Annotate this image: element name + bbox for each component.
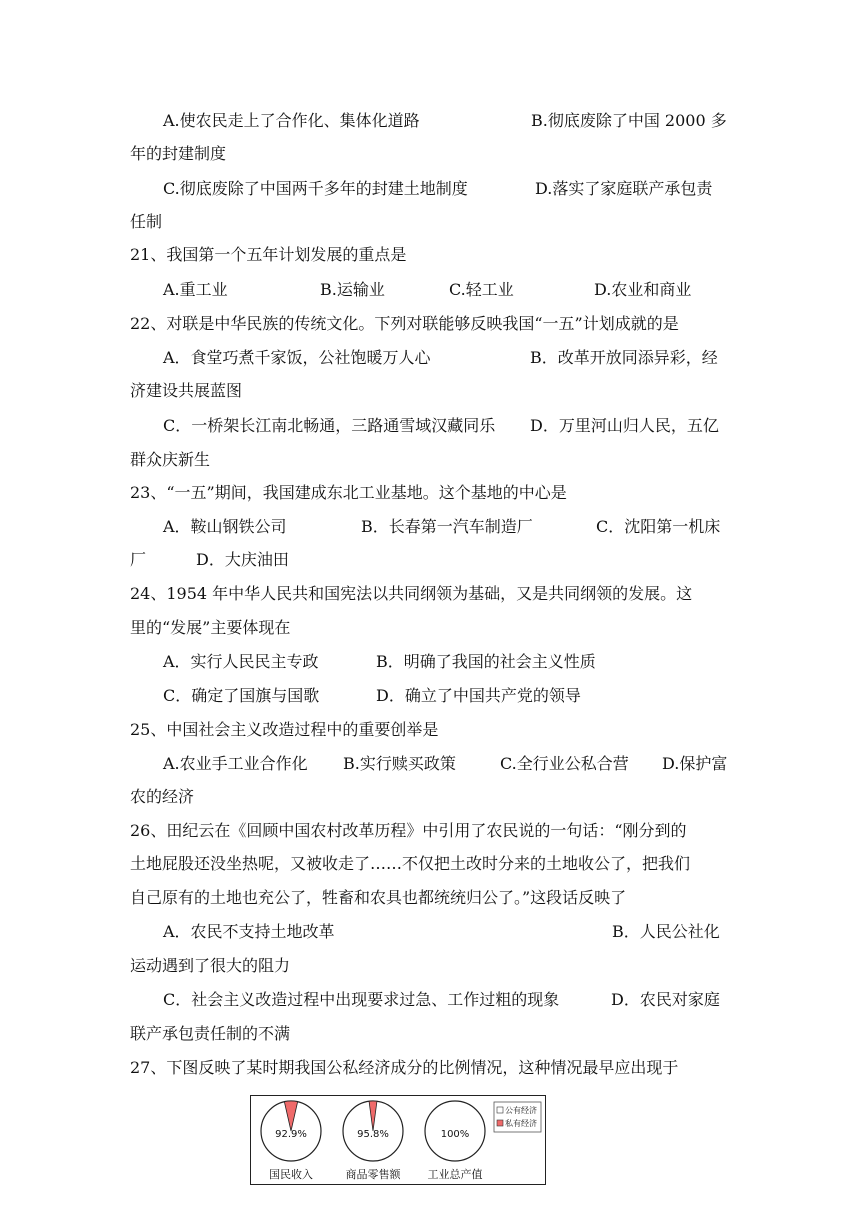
- pie-chart-svg: [251, 1096, 545, 1184]
- q23-option-d: D．大庆油田: [196, 550, 289, 569]
- chart-legend: [494, 1102, 541, 1132]
- pie-caption: 国民收入: [269, 1168, 313, 1181]
- pie-value-label: 95.8%: [357, 1129, 389, 1140]
- q21-option-c: C.轻工业: [449, 280, 514, 299]
- q24-option-a: A．实行人民民主专政: [163, 652, 319, 671]
- q24-option-c: C．确定了国旗与国歌: [163, 686, 320, 705]
- legend-swatch: [497, 1107, 503, 1113]
- pie-value-label: 92.9%: [275, 1129, 307, 1140]
- q20-option-a: A.使农民走上了合作化、集体化道路: [163, 111, 420, 130]
- q24-stem: 24、1954 年中华人民共和国宪法以共同纲领为基础，又是共同纲领的发展。这: [130, 584, 693, 603]
- q21-option-b: B.运输业: [320, 280, 385, 299]
- q23-stem: 23、“一五”期间，我国建成东北工业基地。这个基地的中心是: [130, 483, 567, 502]
- q23-option-a: A．鞍山钢铁公司: [163, 517, 287, 536]
- q22-option-c: C．一桥架长江南北畅通，三路通雪域汉藏同乐: [163, 416, 496, 435]
- q20-option-d: D.落实了家庭联产承包责: [535, 179, 713, 198]
- legend-label: 公有经济: [505, 1106, 537, 1115]
- q20-option-b: B.彻底废除了中国 2000 多: [531, 111, 727, 130]
- q26-option-d-cont: 联产承包责任制的不满: [130, 1024, 291, 1043]
- q24-stem-cont: 里的“发展”主要体现在: [130, 618, 291, 637]
- pie-3: [425, 1101, 485, 1181]
- q26-option-c: C．社会主义改造过程中出现要求过急、工作过粗的现象: [163, 990, 560, 1009]
- pie-caption: 商品零售额: [345, 1168, 401, 1181]
- q22-option-a: A．食堂巧煮千家饭，公社饱暖万人心: [163, 348, 431, 367]
- q25-option-c: C.全行业公私合营: [500, 754, 629, 773]
- q26-stem: 26、田纪云在《回顾中国农村改革历程》中引用了农民说的一句话：“刚分到的: [130, 821, 687, 840]
- q25-stem: 25、中国社会主义改造过程中的重要创举是: [130, 720, 439, 739]
- q21-option-a: A.重工业: [163, 280, 228, 299]
- q22-option-b: B．改革开放同添异彩，经: [530, 348, 718, 367]
- q26-stem-cont-2: 自己原有的土地也充公了，牲畜和农具也都统统归公了。”这段话反映了: [130, 888, 627, 907]
- q24-option-b: B．明确了我国的社会主义性质: [376, 652, 596, 671]
- q26-stem-cont-1: 土地屁股还没坐热呢，又被收走了……不仅把土改时分来的土地收公了，把我们: [130, 854, 691, 873]
- q26-option-b: B．人民公社化: [612, 922, 720, 941]
- economy-pie-chart: [250, 1095, 546, 1185]
- q26-option-d: D．农民对家庭: [611, 990, 720, 1009]
- q22-stem: 22、对联是中华民族的传统文化。下列对联能够反映我国“一五”计划成就的是: [130, 314, 679, 333]
- q22-option-d-cont: 群众庆新生: [130, 450, 211, 469]
- q23-option-b: B．长春第一汽车制造厂: [361, 517, 533, 536]
- q25-option-d-cont: 农的经济: [130, 787, 195, 806]
- pie-caption: 工业总产值: [427, 1168, 483, 1181]
- q20-option-d-cont: 任制: [130, 212, 163, 231]
- pie-value-label: 100%: [440, 1129, 470, 1140]
- q26-option-b-cont: 运动遇到了很大的阻力: [130, 956, 291, 975]
- q27-stem: 27、下图反映了某时期我国公私经济成分的比例情况，这种情况最早应出现于: [130, 1058, 679, 1077]
- q25-option-a: A.农业手工业合作化: [163, 754, 308, 773]
- q25-option-b: B.实行赎买政策: [343, 754, 456, 773]
- q23-option-c-cont: 厂: [130, 550, 147, 569]
- q21-option-d: D.农业和商业: [594, 280, 692, 299]
- q22-option-b-cont: 济建设共展蓝图: [130, 381, 243, 400]
- q21-stem: 21、我国第一个五年计划发展的重点是: [130, 245, 407, 264]
- q22-option-d: D．万里河山归人民，五亿: [530, 416, 719, 435]
- q20-option-c: C.彻底废除了中国两千多年的封建土地制度: [163, 179, 468, 198]
- q25-option-d: D.保护富: [662, 754, 728, 773]
- legend-swatch: [497, 1120, 503, 1126]
- q20-option-b-cont: 年的封建制度: [130, 144, 227, 163]
- q23-option-c: C．沈阳第一机床: [596, 517, 721, 536]
- pie-1: [261, 1101, 321, 1181]
- legend-label: 私有经济: [505, 1119, 537, 1128]
- q24-option-d: D．确立了中国共产党的领导: [376, 686, 581, 705]
- q26-option-a: A．农民不支持土地改革: [163, 922, 335, 941]
- pie-2: [343, 1101, 403, 1181]
